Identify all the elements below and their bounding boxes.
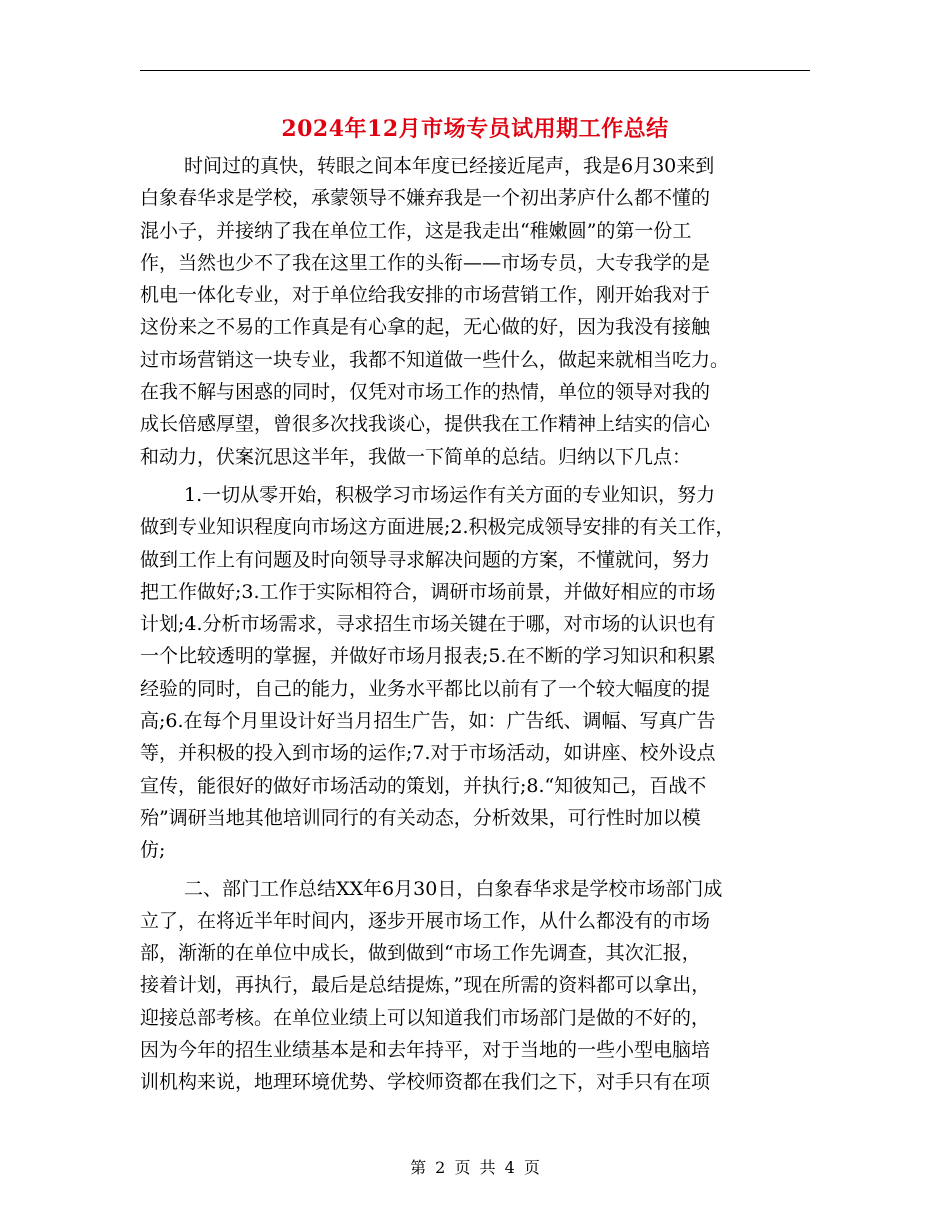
text-line: 殆”调研当地其他培训同行的有关动态，分析效果，可行性时加以模 — [140, 806, 701, 829]
text-line: 等，并积极的投入到市场的运作;7.对于市场活动，如讲座、校外设点 — [140, 742, 716, 765]
text-line: 时间过的真快，转眼之间本年度已经接近尾声，我是6月30来到 — [184, 155, 715, 177]
text-line: 仿; — [140, 839, 166, 862]
text-line: 宣传，能很好的做好市场活动的策划，并执行;8.“知彼知己，百战不 — [140, 774, 707, 797]
text-line: 经验的同时，自己的能力，业务水平都比以前有了一个较大幅度的提 — [140, 677, 711, 700]
text-line: 立了，在将近半年时间内，逐步开展市场工作，从什么都没有的市场 — [140, 909, 711, 932]
text-line: 这份来之不易的工作真是有心拿的起，无心做的好，因为我没有接触 — [140, 316, 711, 339]
text-line: 白象春华求是学校，承蒙领导不嫌弃我是一个初出茅庐什么都不懂的 — [140, 187, 711, 210]
text-line: 成长倍感厚望，曾很多次找我谈心，提供我在工作精神上结实的信心 — [140, 413, 711, 436]
text-line: 因为今年的招生业绩基本是和去年持平，对于当地的一些小型电脑培 — [140, 1039, 711, 1062]
text-line: 做到专业知识程度向市场这方面进展;2.积极完成领导安排的有关工作， — [140, 516, 735, 539]
text-line: 接着计划，再执行，最后是总结提炼，”现在所需的资料都可以拿出， — [140, 974, 711, 997]
text-line: 和动力，伏案沉思这半年，我做一下简单的总结。归纳以下几点： — [140, 445, 692, 468]
document-body — [140, 150, 810, 1099]
text-line: 在我不解与困惑的同时，仅凭对市场工作的热情，单位的领导对我的 — [140, 381, 711, 404]
text-line: 计划;4.分析市场需求，寻求招生市场关键在于哪，对市场的认识也有 — [140, 613, 716, 636]
paragraph — [140, 873, 810, 1099]
header-rule — [140, 70, 810, 71]
text-line: 二、部门工作总结XX年6月30日，白象春华求是学校市场部门成 — [184, 877, 723, 900]
text-line: 把工作做好;3.工作于实际相符合，调研市场前景，并做好相应的市场 — [140, 580, 716, 603]
text-line: 过市场营销这一块专业，我都不知道做一些什么，做起来就相当吃力。 — [140, 348, 730, 371]
text-line: 一个比较透明的掌握，并做好市场月报表;5.在不断的学习知识和积累 — [140, 645, 716, 668]
text-line: 部，渐渐的在单位中成长，做到做到“市场工作先调查，其次汇报， — [140, 942, 701, 965]
text-line: 1.一切从零开始，积极学习市场运作有关方面的专业知识，努力 — [184, 483, 716, 506]
text-line: 混小子，并接纳了我在单位工作，这是我走出“稚嫩圆”的第一份工 — [140, 219, 692, 242]
text-line: 做到工作上有问题及时向领导寻求解决问题的方案，不懂就问，努力 — [140, 548, 711, 571]
paragraph — [140, 479, 810, 867]
text-line: 训机构来说，地理环境优势、学校师资都在我们之下，对手只有在项 — [140, 1071, 711, 1094]
text-line: 迎接总部考核。在单位业绩上可以知道我们市场部门是做的不好的， — [140, 1006, 711, 1029]
document-title: 2024年12月市场专员试用期工作总结 — [281, 116, 669, 142]
text-line: 作，当然也少不了我在这里工作的头衔——市场专员，大专我学的是 — [140, 251, 711, 274]
page-footer: 第 2 页 共 4 页 — [410, 1158, 540, 1177]
text-line: 高;6.在每个月里设计好当月招生广告，如：广告纸、调幅、写真广告 — [140, 710, 716, 733]
text-line: 机电一体化专业，对于单位给我安排的市场营销工作，刚开始我对于 — [140, 284, 711, 307]
paragraph — [140, 150, 810, 473]
